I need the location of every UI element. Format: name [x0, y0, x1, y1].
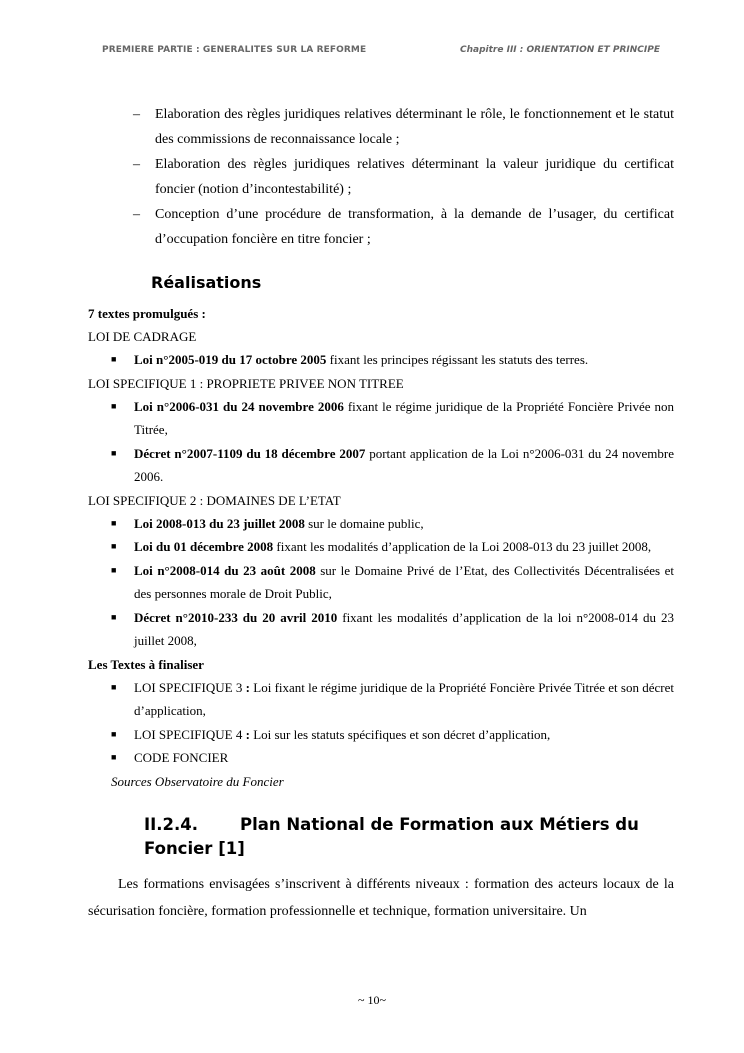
law-name: CODE FONCIER [134, 750, 229, 765]
bullet-marker: ■ [111, 564, 117, 575]
bullet-marker: ■ [111, 611, 117, 622]
bullet-marker: ■ [111, 541, 117, 551]
page-header [0, 45, 744, 61]
law-description: Loi sur les statuts spécifiques et son décret d’application, [249, 726, 551, 742]
section-heading [144, 813, 674, 861]
law-reference: Loi n°2008-014 du 23 août 2008 [134, 562, 316, 578]
bullet-marker: ■ [111, 400, 117, 411]
law-description: fixant les principes régissant les statuts des terres. [326, 352, 589, 367]
list-item [88, 152, 674, 202]
law-separator: : [245, 726, 250, 742]
dash-marker: – [133, 157, 140, 172]
specifique2-label: LOI SPECIFIQUE 2 : DOMAINES DE L’ETAT [88, 492, 341, 508]
law-item [88, 746, 674, 770]
bullet-marker: ■ [111, 517, 117, 528]
law-description: portant application de la Loi n°2006-031 du 24 novembre 2006. [134, 445, 675, 484]
law-description: Loi fixant le régime juridique de la Propriété Foncière Privée Titrée et son décret d’application, [134, 679, 674, 718]
to-finalize-label: Les Textes à finaliser [88, 656, 204, 672]
specifique1-list [88, 395, 674, 489]
promulgated-count: 7 textes promulgués : [88, 306, 206, 321]
bullet-marker: ■ [111, 752, 117, 762]
list-item-text: Elaboration des règles juridiques relatives déterminant le rôle, le fonctionnement et le statut des commissions de reconnaissance locale ; [155, 107, 674, 147]
section-number: II.2.4. [144, 814, 199, 834]
page-number: ~ 10~ [358, 993, 386, 1007]
law-description: sur le Domaine Privé de l’Etat, des Collectivités Décentralisées et des personnes morale de Droit Public, [134, 562, 674, 601]
bullet-marker: ■ [111, 728, 117, 739]
law-item [88, 723, 674, 747]
law-reference: Décret n°2010-233 du 20 avril 2010 [134, 609, 338, 625]
dash-list [88, 102, 674, 252]
law-separator: : [245, 679, 250, 695]
law-reference: Loi 2008-013 du 23 juillet 2008 [134, 515, 305, 531]
law-description: fixant le régime juridique de la Propriété Foncière Privée non Titrée, [134, 398, 674, 437]
list-item [88, 202, 674, 252]
law-reference: Loi n°2006-031 du 24 novembre 2006 [134, 398, 344, 414]
list-item-text: Elaboration des règles juridiques relatives déterminant la valeur juridique du certificat foncier (notion d’incontestabilité) ; [155, 157, 674, 197]
dash-marker: – [133, 207, 140, 222]
law-item [88, 348, 674, 372]
specifique2-list [88, 512, 674, 653]
law-item [88, 395, 674, 442]
cadrage-label: LOI DE CADRAGE [88, 329, 197, 344]
bullet-marker: ■ [111, 354, 117, 364]
law-reference: Loi du 01 décembre 2008 [134, 539, 274, 554]
specifique1-label: LOI SPECIFIQUE 1 : PROPRIETE PRIVEE NON TITREE [88, 375, 404, 391]
law-description: fixant les modalités d’application de la Loi 2008-013 du 23 juillet 2008, [273, 539, 652, 554]
law-item [88, 559, 674, 606]
bullet-marker: ■ [111, 681, 117, 692]
law-reference: Loi n°2005-019 du 17 octobre 2005 [134, 352, 327, 367]
law-item [88, 512, 674, 536]
section-paragraph: Les formations envisagées s’inscrivent à différents niveaux : formation des acteurs locaux de la sécurisation foncière, formation professionnelle et technique, formation universitaire. Un [88, 876, 674, 919]
list-item-text: Conception d’une procédure de transformation, à la demande de l’usager, du certificat d’occupation foncière en titre foncier ; [155, 207, 674, 247]
section-title: Plan National de Formation aux Métiers du Foncier [1] [144, 814, 639, 858]
list-item [88, 102, 674, 152]
law-name: LOI SPECIFIQUE 4 [134, 726, 246, 742]
law-description: sur le domaine public, [304, 515, 424, 531]
law-item [88, 442, 674, 489]
header-chapter-title: Chapitre III : ORIENTATION ET PRINCIPE [460, 45, 660, 55]
law-name: LOI SPECIFIQUE 3 [134, 679, 246, 695]
law-description: fixant les modalités d’application de la loi n°2008-014 du 23 juillet 2008, [134, 609, 674, 648]
law-item [88, 535, 674, 559]
law-item [88, 606, 674, 653]
source-note: Sources Observatoire du Foncier [111, 773, 284, 789]
realisations-heading: Réalisations [151, 273, 262, 292]
page-content [88, 102, 674, 925]
cadrage-list [88, 348, 674, 372]
header-part-title: PREMIERE PARTIE : GENERALITES SUR LA REFORME [102, 45, 367, 55]
bullet-marker: ■ [111, 447, 117, 458]
law-reference: Décret n°2007-1109 du 18 décembre 2007 [134, 445, 366, 461]
dash-marker: – [133, 107, 140, 122]
to-finalize-list [88, 676, 674, 770]
law-item [88, 676, 674, 723]
